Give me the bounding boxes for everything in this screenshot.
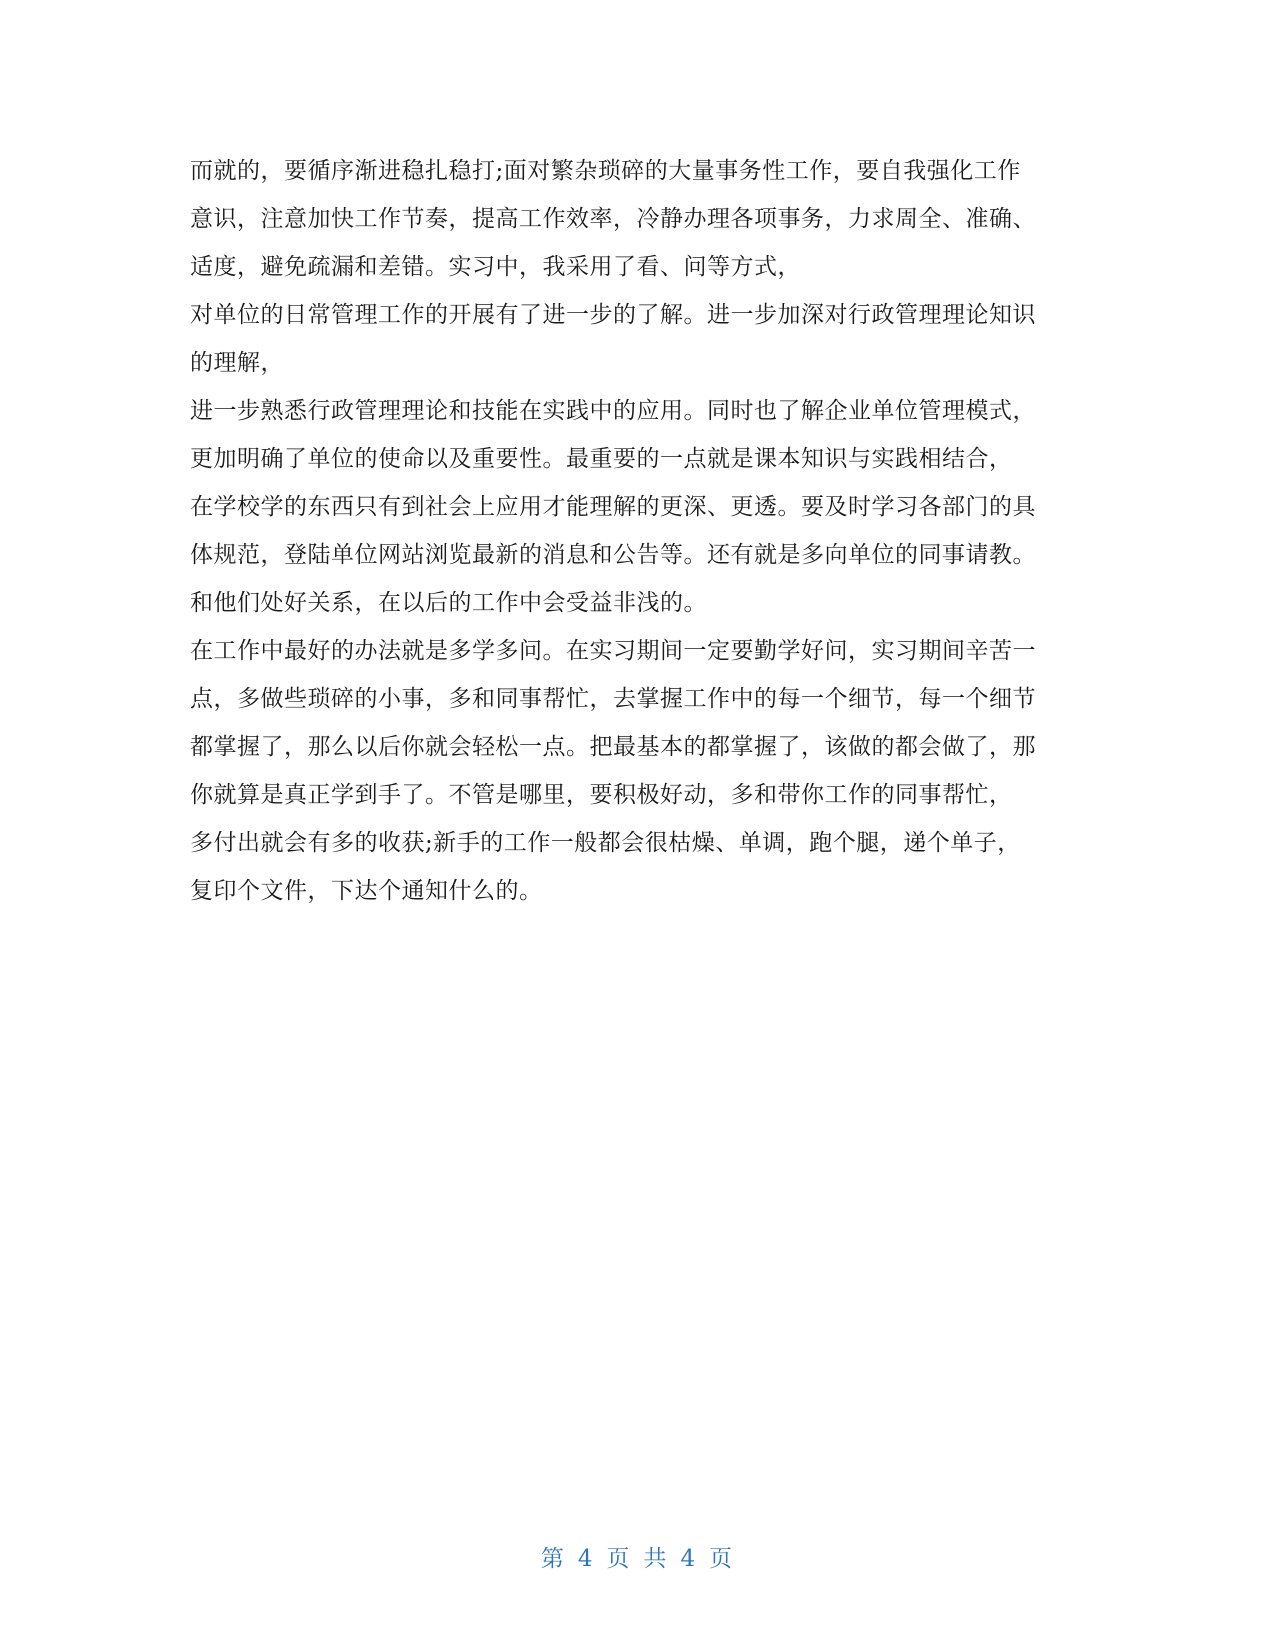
footer-page-unit: 页: [606, 1546, 632, 1572]
body-text: [190, 147, 1090, 915]
text-line: 意识，注意加快工作节奏，提高工作效率，冷静办理各项事务，力求周全、准确、: [190, 206, 1036, 232]
footer-total-pages: 4: [680, 1546, 698, 1572]
page-footer: [0, 1540, 1275, 1573]
text-line: 和他们处好关系，在以后的工作中会受益非浅的。: [190, 590, 707, 616]
text-line: 在学校学的东西只有到社会上应用才能理解的更深、更透。要及时学习各部门的具: [190, 494, 1036, 520]
text-line: 而就的，要循序渐进稳扎稳打;面对繁杂琐碎的大量事务性工作，要自我强化工作: [190, 158, 1021, 184]
footer-total-word: 共: [643, 1546, 669, 1572]
text-line: 多付出就会有多的收获;新手的工作一般都会很枯燥、单调，跑个腿，递个单子，: [190, 830, 1021, 856]
text-line: 在工作中最好的办法就是多学多问。在实习期间一定要勤学好问，实习期间辛苦一: [190, 638, 1036, 664]
text-line: 适度，避免疏漏和差错。实习中，我采用了看、问等方式，: [190, 254, 801, 280]
text-line: 点，多做些琐碎的小事，多和同事帮忙，去掌握工作中的每一个细节，每一个细节: [190, 686, 1036, 712]
text-line: 的理解，: [190, 350, 284, 376]
text-line: 体规范，登陆单位网站浏览最新的消息和公告等。还有就是多向单位的同事请教。: [190, 542, 1036, 568]
footer-page-number: 4: [577, 1546, 595, 1572]
text-line: 更加明确了单位的使命以及重要性。最重要的一点就是课本知识与实践相结合，: [190, 446, 1013, 472]
text-line: 对单位的日常管理工作的开展有了进一步的了解。进一步加深对行政管理理论知识: [190, 302, 1036, 328]
text-line: 复印个文件，下达个通知什么的。: [190, 878, 543, 904]
footer-total-unit: 页: [709, 1546, 735, 1572]
text-line: 都掌握了，那么以后你就会轻松一点。把最基本的都掌握了，该做的都会做了，那: [190, 734, 1036, 760]
footer-page-word: 第: [540, 1546, 566, 1572]
text-line: 你就算是真正学到手了。不管是哪里，要积极好动，多和带你工作的同事帮忙，: [190, 782, 1013, 808]
text-line: 进一步熟悉行政管理理论和技能在实践中的应用。同时也了解企业单位管理模式，: [190, 398, 1036, 424]
